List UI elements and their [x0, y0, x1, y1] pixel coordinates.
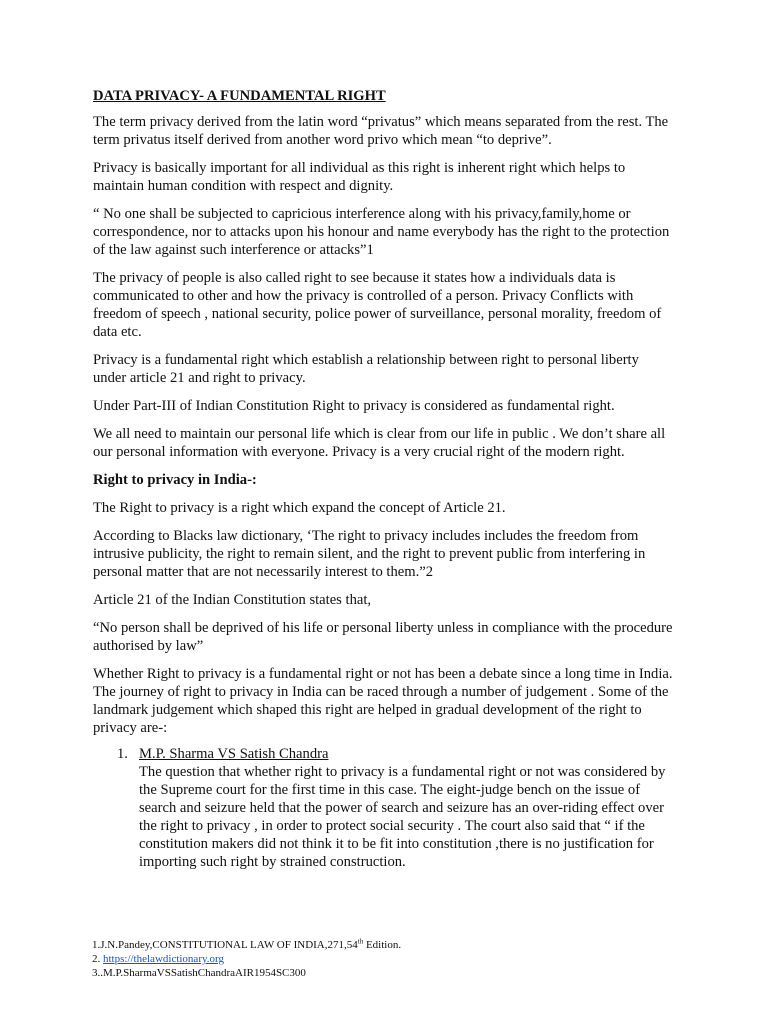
paragraph: Article 21 of the Indian Constitution states that, [93, 592, 372, 608]
paragraph: “ No one shall be subjected to capricious interference along with his privacy,family,home or correspondence, nor to attacks upon his honour and name everybody has the right to the protection of the law against such interference or attacks”1 [93, 206, 670, 258]
paragraph: The Right to privacy is a right which expand the concept of Article 21. [93, 500, 506, 516]
footnote-1-superscript: th [357, 937, 364, 946]
paragraph: The privacy of people is also called right to see because it states how a individuals data is communicated to other and how the privacy is controlled of a person. Privacy Conflicts with freedom of speech , national security, police power of surveillance, personal morality, freedom of data etc. [93, 270, 662, 340]
footnote-2-prefix: 2. [92, 953, 103, 965]
paragraph: According to Blacks law dictionary, ‘The right to privacy includes includes the freedom from intrusive publicity, the right to remain silent, and the right to prevent public from interfering in personal matter that are not necessarily interest to them.”2 [93, 528, 646, 580]
paragraph: We all need to maintain our personal life which is clear from our life in public . We don’t share all our personal information with everyone. Privacy is a very crucial right of the modern right. [93, 426, 666, 460]
paragraph: Whether Right to privacy is a fundamental right or not has been a debate since a long time in India. The journey of right to privacy in India can be raced through a number of judgement . Some of the landmark judgement which shaped this right are helped in gradual development of the right to privacy are-: [93, 666, 673, 736]
paragraph: Privacy is basically important for all individual as this right is inherent right which helps to maintain human condition with respect and dignity. [93, 160, 626, 194]
document-title: DATA PRIVACY- A FUNDAMENTAL RIGHT [93, 88, 386, 104]
footnote-1-text: 1.J.N.Pandey,CONSTITUTIONAL LAW OF INDIA,271,54 [92, 939, 358, 951]
section-heading: Right to privacy in India-: [93, 472, 257, 488]
paragraph: Privacy is a fundamental right which establish a relationship between right to personal liberty under article 21 and right to privacy. [93, 352, 639, 386]
footnote-1 [92, 938, 401, 952]
footnote-2-link[interactable]: https://thelawdictionary.org [103, 953, 224, 965]
document-body [93, 87, 675, 871]
footnote-1-tail: Edition. [363, 939, 402, 951]
paragraph: “No person shall be deprived of his life or personal liberty unless in compliance with the procedure authorised by law” [93, 620, 673, 654]
case-description: The question that whether right to privacy is a fundamental right or not was considered by the Supreme court for the first time in this case. The eight-judge bench on the issue of search and seizure held that the power of search and seizure has an over-riding effect over the right to privacy , in order to protect social security . The court also said that “ if the constitution makers did not think it to be fit into constitution ,there is no justification for importing such right by strained construction. [139, 764, 666, 870]
case-title: M.P. Sharma VS Satish Chandra [139, 746, 329, 762]
footnote-2 [92, 952, 401, 966]
paragraph: Under Part-III of Indian Constitution Right to privacy is considered as fundamental right. [93, 398, 615, 414]
footnotes [92, 938, 401, 980]
list-number: 1. [117, 746, 128, 762]
case-list-item [93, 745, 675, 871]
footnote-3: 3..M.P.SharmaVSSatishChandraAIR1954SC300 [92, 967, 306, 979]
paragraph: The term privacy derived from the latin word “privatus” which means separated from the rest. The term privatus itself derived from another word privo which mean “to deprive”. [93, 114, 669, 148]
